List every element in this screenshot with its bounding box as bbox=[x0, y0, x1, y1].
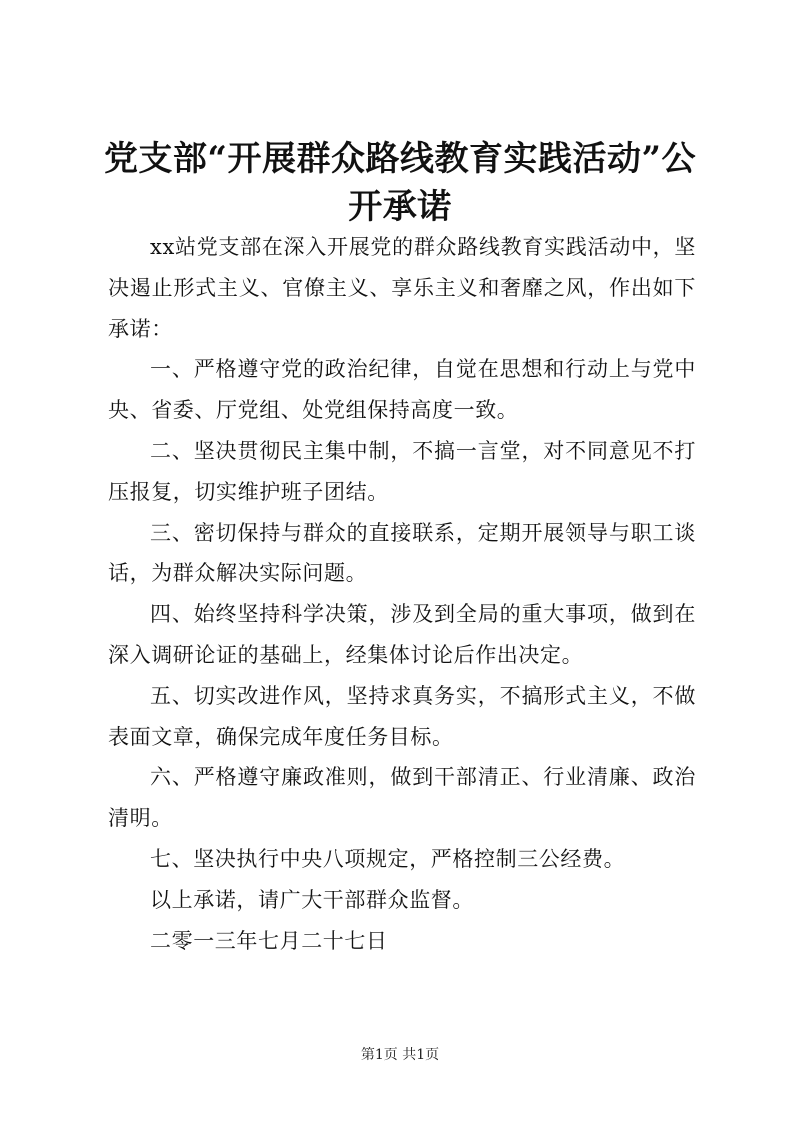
commitment-5: 五、切实改进作风，坚持求真务实，不搞形式主义，不做表面文章，确保完成年度任务目标。 bbox=[108, 683, 696, 749]
commitment-3: 三、密切保持与群众的直接联系，定期开展领导与职工谈话，为群众解决实际问题。 bbox=[108, 520, 696, 586]
commitment-4: 四、始终坚持科学决策，涉及到全局的重大事项，做到在深入调研论证的基础上，经集体讨论后作出决定。 bbox=[108, 602, 696, 667]
document-title: 党支部“开展群众路线教育实践活动”公开承诺 bbox=[103, 139, 697, 227]
commitment-2: 二、坚决贯彻民主集中制，不搞一言堂，对不同意见不打压报复，切实维护班子团结。 bbox=[108, 438, 696, 504]
commitment-7: 七、坚决执行中央八项规定，严格控制三公经费。 bbox=[150, 846, 626, 871]
page-footer: 第1页 共1页 bbox=[360, 1047, 440, 1063]
intro-paragraph: xx站党支部在深入开展党的群众路线教育实践活动中，坚决遏止形式主义、官僚主义、享乐主义和奢靡之风，作出如下承诺： bbox=[108, 235, 696, 341]
document-date: 二零一三年七月二十七日 bbox=[150, 928, 388, 953]
commitment-6: 六、严格遵守廉政准则，做到干部清正、行业清廉、政治清明。 bbox=[108, 765, 696, 831]
commitment-1: 一、严格遵守党的政治纪律，自觉在思想和行动上与党中央、省委、厅党组、处党组保持高度一致。 bbox=[108, 357, 696, 423]
document-body bbox=[108, 227, 696, 961]
supervision-statement: 以上承诺，请广大干部群众监督。 bbox=[150, 887, 474, 912]
